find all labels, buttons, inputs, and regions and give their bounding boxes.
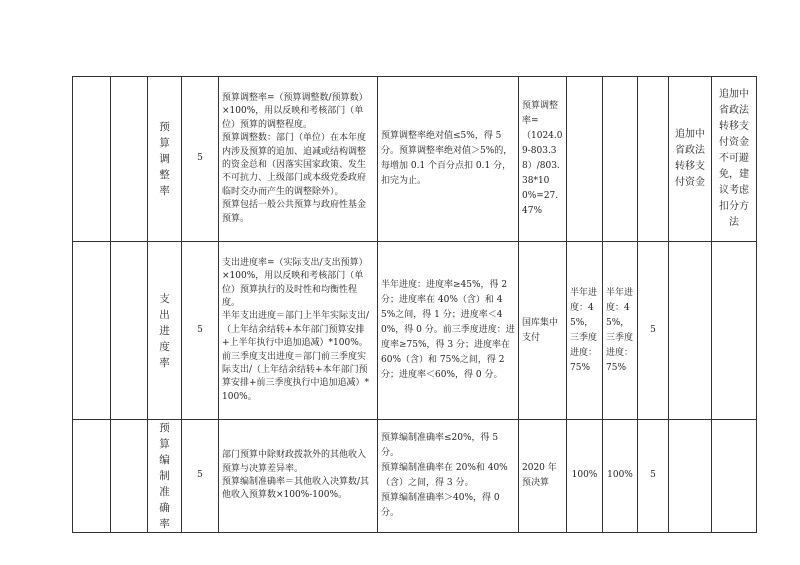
actual-value: 100%: [603, 420, 638, 533]
data-source: 2020 年预决算: [519, 420, 567, 533]
indicator-weight: 5: [182, 420, 219, 533]
blank-cell: [73, 242, 111, 420]
target-value: 100%: [567, 420, 603, 533]
blank-cell: [111, 77, 148, 242]
indicator-weight: 5: [182, 242, 219, 420]
actual-value: [603, 77, 638, 242]
scoring-standard: 预算编制准确率≤20%，得 5 分。 预算编制准确率在 20%和 40%（含）之间，得 3 分。 预算编制准确率＞40%，得 0 分。: [378, 420, 519, 533]
blank-cell: [111, 242, 148, 420]
deduction-reason: [669, 420, 712, 533]
target-value: 半年进度：45%，三季度进度：75%: [567, 242, 603, 420]
deduction-reason: [669, 242, 712, 420]
indicator-definition: 部门预算中除财政拨款外的其他收入预算与决算差异率。 预算编制准确率＝其他收入决算数/其他收入预算数×100%-100%。: [219, 420, 378, 533]
data-source: 预算调整率= （1024.09-803.38）/803.38*100%=27.47%: [519, 77, 567, 242]
target-value: [567, 77, 603, 242]
table-row: [73, 77, 757, 242]
table-row: [73, 242, 757, 420]
scoring-standard: 预算调整率绝对值≤5%，得 5 分。预算调整率绝对值＞5%的，每增加 0.1 个百分点扣 0.1 分，扣完为止。: [378, 77, 519, 242]
table-row: [73, 420, 757, 533]
remark: 追加中省政法转移支付资金不可避免，建议考虑扣分方法: [712, 77, 757, 242]
actual-value: 半年进度：45%，三季度进度：75%: [603, 242, 638, 420]
score-value: 5: [638, 242, 669, 420]
performance-evaluation-table: [72, 76, 757, 533]
indicator-name: 预算 编制 准确 率: [148, 420, 182, 533]
remark: [712, 242, 757, 420]
blank-cell: [73, 420, 111, 533]
scoring-standard: 半年进度：进度率≥45%，得 2 分；进度率在 40%（含）和 45%之间，得 1 分；进度率＜40%，得 0 分。前三季度进度：进度率≥75%，得 3 分；进度率在 60%（含）和 75%之间，得 2 分；进度率＜60%，得 0 分。: [378, 242, 519, 420]
score-value: 5: [638, 420, 669, 533]
blank-cell: [73, 77, 111, 242]
score-value: [638, 77, 669, 242]
indicator-weight: 5: [182, 77, 219, 242]
data-source: 国库集中支付: [519, 242, 567, 420]
remark: [712, 420, 757, 533]
indicator-definition: 预算调整率=（预算调整数/预算数）×100%，用以反映和考核部门（单位）预算的调整程度。 预算调整数：部门（单位）在本年度内涉及预算的追加、追减或结构调整的资金总和（因落实国家政策、发生不可抗力、上级部门或本级党委政府临时交办而产生的调整除外）。 预算包括一般公共预算与政府性基金预算。: [219, 77, 378, 242]
indicator-name: 支出 进度 率: [148, 242, 182, 420]
deduction-reason: 追加中省政法转移支付资金: [669, 77, 712, 242]
blank-cell: [111, 420, 148, 533]
indicator-name: 预算 调整 率: [148, 77, 182, 242]
indicator-definition: 支出进度率=（实际支出/支出预算）×100%，用以反映和考核部门（单位）预算执行的及时性和均衡性程度。 半年支出进度＝部门上半年实际支出/（上年结余结转+本年部门预算安排+上半年执行中追加追减）*100%。 前三季度支出进度＝部门前三季度实际支出/（上年结余结转+本年部门预算安排+前三季度执行中追加追减）*100%。: [219, 242, 378, 420]
